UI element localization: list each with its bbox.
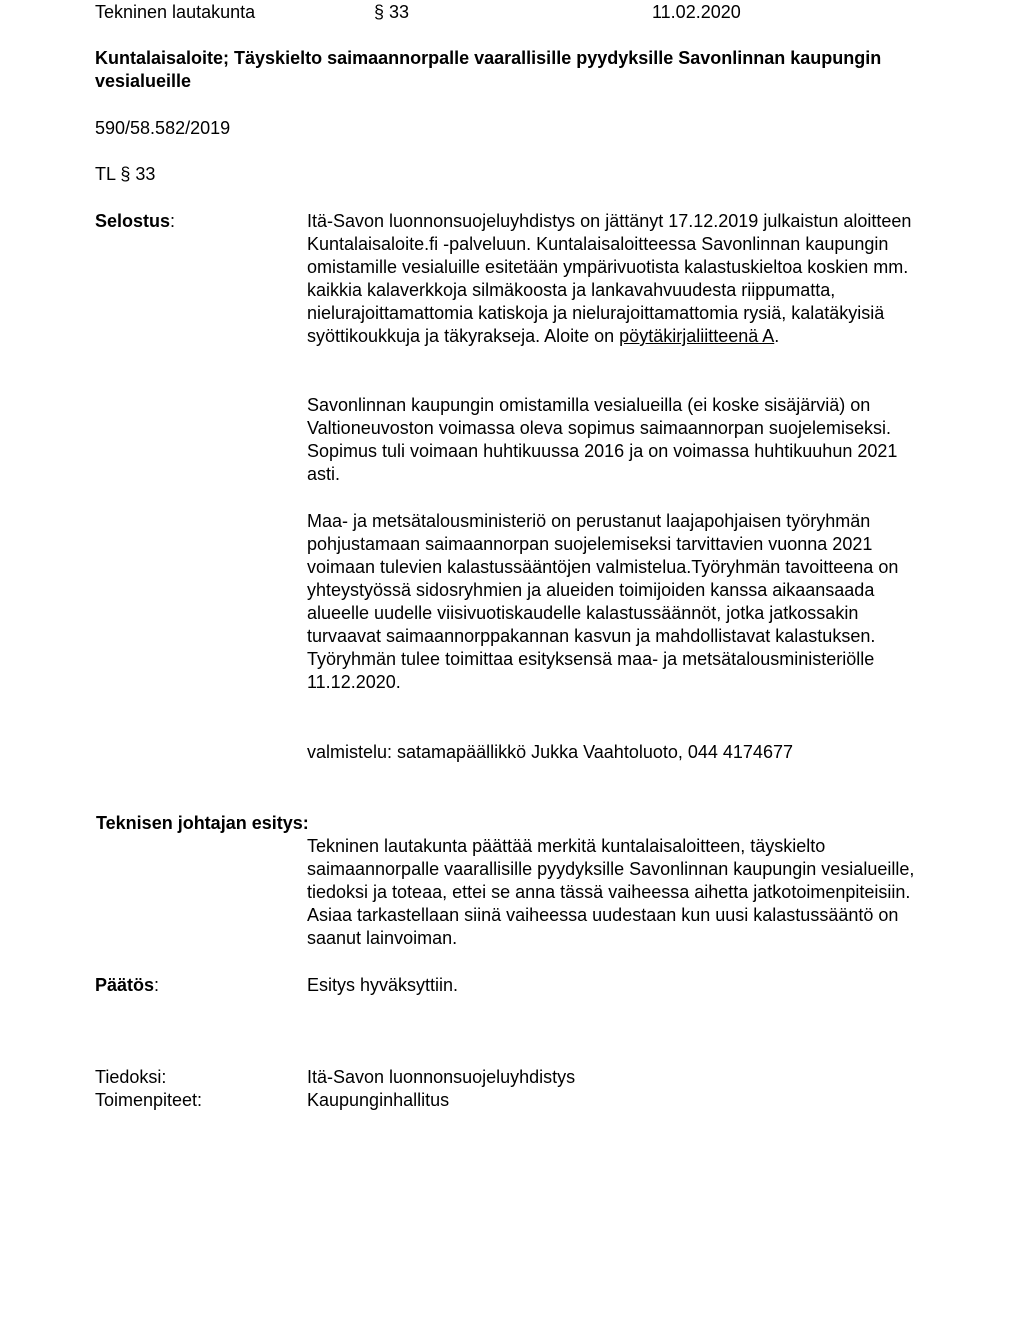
section-reference: TL § 33 xyxy=(95,164,156,184)
selostus-paragraph-4 xyxy=(307,741,917,764)
paatos-text: Esitys hyväksyttiin. xyxy=(307,975,459,995)
preparer-contact: valmistelu: satamapäällikkö Jukka Vaahtoluoto, 044 4174677 xyxy=(307,742,793,762)
selostus-p3-text: Maa- ja metsätalousministeriö on perustanut laajapohjaisen työryhmän pohjustamaan saimaannorpan suojelemiseksi tarvittavien vuonna 2021 voimaan tulevien kalastussääntöjen valmistelua.Työryhmän tavoitteena on yhteystyössä sidosryhmien ja alueiden toimijoiden kanssa aikaansaada alueelle uudelle viisivuotiskaudelle kalastussäännöt, jotka jatkossakin turvaavat saimaannorppakannan kasvun ja mahdollistavat kalastuksen. Työryhmän tulee toimittaa esityksensä maa- ja metsätalousministeriölle 11.12.2020. xyxy=(307,511,899,692)
meeting-date: 11.02.2020 xyxy=(652,2,741,22)
committee-name: Tekninen lautakunta xyxy=(95,2,256,22)
selostus-p2-text: Savonlinnan kaupungin omistamilla vesialueilla (ei koske sisäjärviä) on Valtioneuvoston voimassa oleva sopimus saimaannorpan suojelemiseksi. Sopimus tuli voimaan huhtikuussa 2016 ja on voimassa huhtikuuhun 2021 asti. xyxy=(307,395,898,484)
paatos-label xyxy=(95,974,159,997)
tiedoksi-label: Tiedoksi: xyxy=(95,1067,167,1087)
tiedoksi-value: Itä-Savon luonnonsuojeluyhdistys xyxy=(307,1067,576,1087)
esitys-label xyxy=(96,812,309,835)
toimenpiteet-label: Toimenpiteet: xyxy=(95,1090,203,1110)
section-number: § 33 xyxy=(374,2,410,22)
esitys-text: Tekninen lautakunta päättää merkitä kuntalaisaloitteen, täyskielto saimaannorpalle vaarallisille pyydyksille Savonlinnan kaupungin vesialueille, tiedoksi ja toteaa, ettei se anna tässä vaiheessa aihetta jatkotoimenpiteisiin. Asiaa tarkastellaan siinä vaiheessa uudestaan kun uusi kalastussääntö on saanut lainvoiman. xyxy=(307,836,915,948)
selostus-p1-text: Itä-Savon luonnonsuojeluyhdistys on jättänyt 17.12.2019 julkaistun aloitteen Kuntalaisaloite.fi -palveluun. Kuntalaisaloitteessa Savonlinnan kaupungin omistamille vesialuille esitetään ympärivuotista kalastuskieltoa koskien mm. kaikkia kalaverkkoja silmäkoosta ja lankavahvuudesta riippumatta, nielurajoittamattomia katiskoja ja nielurajoittamattomia rysiä, kalatäkyisiä syöttikoukkuja ja täkyrakseja. Aloite on xyxy=(307,211,912,346)
selostus-paragraph-3 xyxy=(307,510,917,694)
toimenpiteet-value: Kaupunginhallitus xyxy=(307,1090,450,1110)
document-title: Kuntalaisaloite; Täyskielto saimaannorpalle vaarallisille pyydyksille Savonlinnan kaupungin vesialueille xyxy=(95,48,882,91)
paatos-label-text: Päätös xyxy=(95,975,155,995)
selostus-label xyxy=(95,210,175,233)
esitys-body xyxy=(307,835,917,950)
diary-number: 590/58.582/2019 xyxy=(95,118,231,138)
selostus-body xyxy=(307,210,917,348)
selostus-colon: : xyxy=(170,211,176,231)
selostus-paragraph-1 xyxy=(307,210,917,348)
attachment-link[interactable]: pöytäkirjaliitteenä A xyxy=(619,326,775,346)
esitys-label-text: Teknisen johtajan esitys: xyxy=(96,813,309,833)
selostus-p1-end: . xyxy=(774,326,780,346)
paatos-colon: : xyxy=(154,975,160,995)
selostus-label-text: Selostus xyxy=(95,211,171,231)
selostus-paragraph-2 xyxy=(307,394,917,486)
